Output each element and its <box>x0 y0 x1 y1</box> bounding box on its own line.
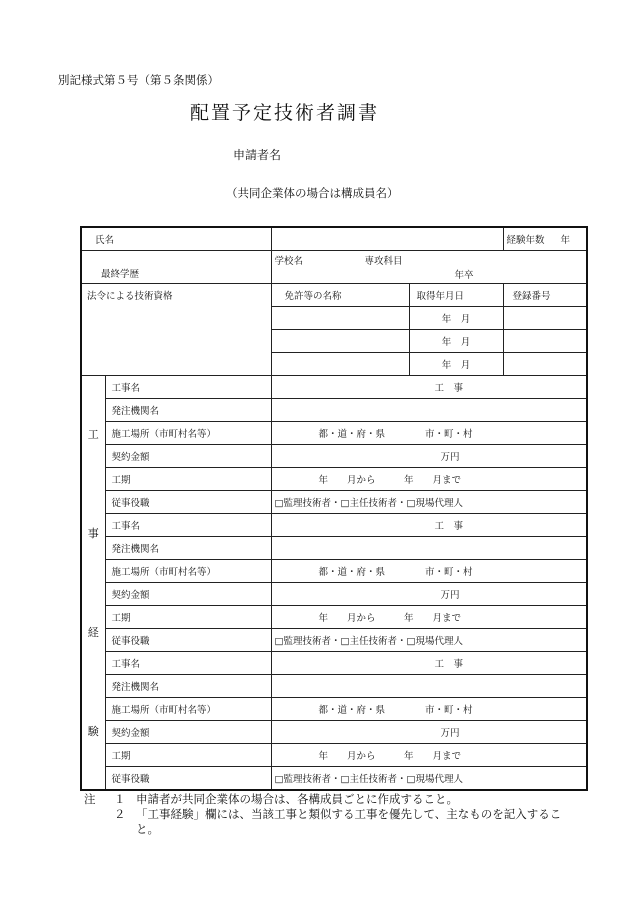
client-label: 発注機関名 <box>105 537 271 560</box>
amount-label: 契約金額 <box>105 445 271 468</box>
license-date-input[interactable]: 年 月 <box>409 307 503 330</box>
license-col-date: 取得年月日 <box>409 284 503 307</box>
license-name-input[interactable] <box>271 307 409 330</box>
applicant-note: （共同企業体の場合は構成員名） <box>226 186 399 200</box>
applicant-label: 申請者名 <box>233 148 282 162</box>
license-date-input[interactable]: 年 月 <box>409 330 503 353</box>
work-name-label: 工事名 <box>105 376 271 399</box>
client-input[interactable] <box>271 675 587 698</box>
amount-label: 契約金額 <box>105 721 271 744</box>
license-col-name: 免許等の名称 <box>271 284 409 307</box>
work-name-label: 工事名 <box>105 514 271 537</box>
client-label: 発注機関名 <box>105 675 271 698</box>
notes-section <box>84 792 584 837</box>
note-text: 「工事経験」欄には、当該工事と類似する工事を優先して、主なものを記入すること。 <box>136 807 562 836</box>
client-label: 発注機関名 <box>105 399 271 422</box>
amount-input[interactable]: 万円 <box>271 721 587 744</box>
location-input[interactable]: 都・道・府・県 市・町・村 <box>271 422 587 445</box>
note-head: 注 <box>84 792 96 806</box>
period-input[interactable]: 年 月から 年 月まで <box>271 468 587 491</box>
amount-label: 契約金額 <box>105 583 271 606</box>
work-name-input[interactable]: 工 事 <box>271 376 587 399</box>
client-input[interactable] <box>271 399 587 422</box>
period-label: 工期 <box>105 744 271 767</box>
role-input[interactable]: □監理技術者・□主任技術者・□現場代理人 <box>271 767 587 791</box>
form-reference: 別記様式第５号（第５条関係） <box>58 73 219 87</box>
name-label-cell: 氏名 <box>81 227 271 251</box>
period-input[interactable]: 年 月から 年 月まで <box>271 606 587 629</box>
location-label: 施工場所（市町村名等） <box>105 560 271 583</box>
education-input-cell[interactable]: 学校名 専攻科目 年卒 <box>271 251 587 284</box>
years-cell[interactable]: 経験年数 年 <box>503 227 587 251</box>
role-input[interactable]: □監理技術者・□主任技術者・□現場代理人 <box>271 491 587 514</box>
license-number-input[interactable] <box>503 307 587 330</box>
amount-input[interactable]: 万円 <box>271 445 587 468</box>
client-input[interactable] <box>271 537 587 560</box>
license-name-input[interactable] <box>271 353 409 376</box>
role-label: 従事役職 <box>105 767 271 791</box>
location-label: 施工場所（市町村名等） <box>105 698 271 721</box>
note-item <box>84 807 584 837</box>
amount-input[interactable]: 万円 <box>271 583 587 606</box>
license-label-cell: 法令による技術資格 <box>81 284 271 376</box>
license-date-input[interactable]: 年 月 <box>409 353 503 376</box>
role-label: 従事役職 <box>105 629 271 652</box>
role-label: 従事役職 <box>105 491 271 514</box>
role-input[interactable]: □監理技術者・□主任技術者・□現場代理人 <box>271 629 587 652</box>
location-input[interactable]: 都・道・府・県 市・町・村 <box>271 560 587 583</box>
education-label-cell: 最終学歴 <box>81 251 271 284</box>
note-item <box>84 792 584 807</box>
experience-side-label: 工 事 経 験 <box>81 376 105 791</box>
location-label: 施工場所（市町村名等） <box>105 422 271 445</box>
work-name-input[interactable]: 工 事 <box>271 652 587 675</box>
note-number: １ <box>114 792 126 806</box>
period-input[interactable]: 年 月から 年 月まで <box>271 744 587 767</box>
license-number-input[interactable] <box>503 330 587 353</box>
work-name-input[interactable]: 工 事 <box>271 514 587 537</box>
work-name-label: 工事名 <box>105 652 271 675</box>
engineer-form-table <box>80 226 588 791</box>
document-title: 配置予定技術者調書 <box>190 102 380 124</box>
license-name-input[interactable] <box>271 330 409 353</box>
note-text: 申請者が共同企業体の場合は、各構成員ごとに作成すること。 <box>136 792 458 806</box>
license-col-number: 登録番号 <box>503 284 587 307</box>
note-number: ２ <box>114 807 126 821</box>
name-input-cell[interactable] <box>271 227 503 251</box>
license-number-input[interactable] <box>503 353 587 376</box>
period-label: 工期 <box>105 606 271 629</box>
location-input[interactable]: 都・道・府・県 市・町・村 <box>271 698 587 721</box>
period-label: 工期 <box>105 468 271 491</box>
